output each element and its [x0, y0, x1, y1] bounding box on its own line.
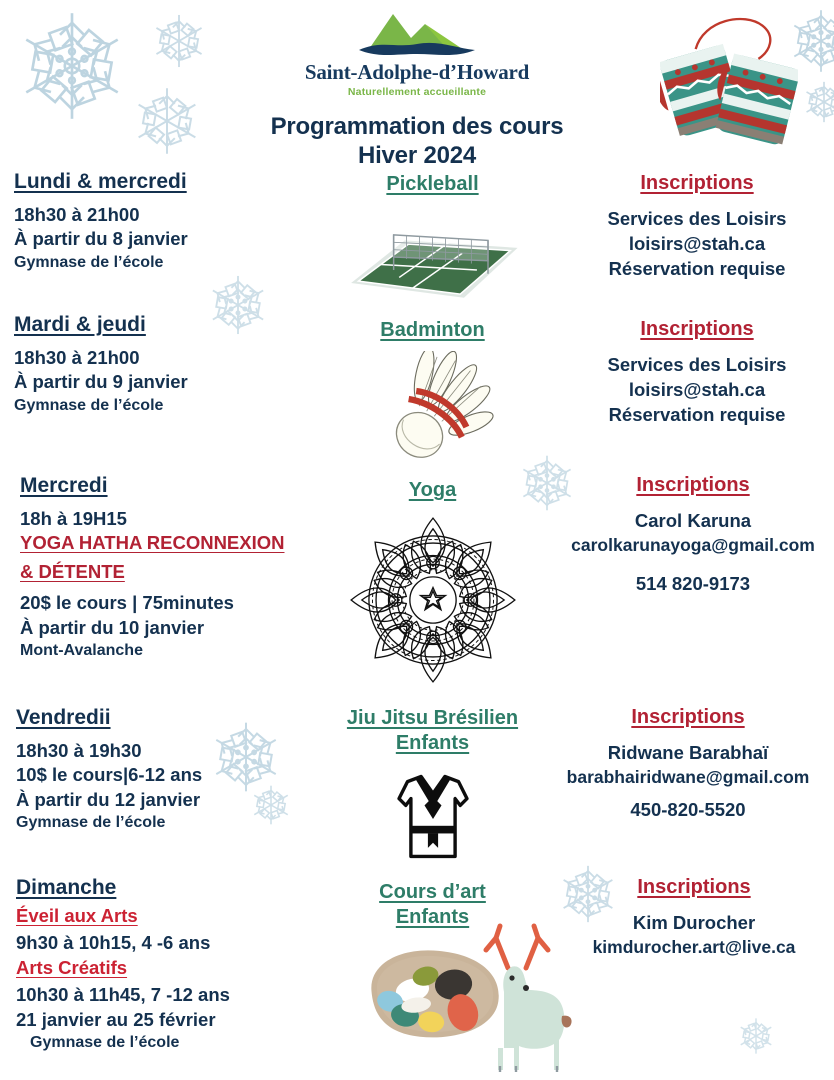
activity-subtitle: Enfants: [395, 732, 470, 754]
course-name-line2: Arts Créatifs: [16, 956, 128, 978]
venue-label: Gymnase de l’école: [14, 396, 164, 414]
registration-email[interactable]: carolkarunayoga@gmail.com: [571, 534, 815, 555]
registration-contact: Services des Loisirs: [607, 354, 787, 375]
course-name-line2: & DÉTENTE: [20, 560, 125, 582]
registration-contact: Ridwane Barabhaï: [607, 742, 769, 763]
registration-email[interactable]: loisirs@stah.ca: [628, 232, 766, 254]
registration-email[interactable]: loisirs@stah.ca: [628, 378, 766, 400]
venue-label: Mont-Avalanche: [20, 642, 143, 660]
activity-pickleball: [300, 172, 565, 309]
day-label: Vendredii: [16, 706, 111, 729]
activity-jiujitsu: [300, 706, 565, 870]
activity-title: Jiu Jitsu Brésilien: [346, 707, 519, 729]
venue-label: Gymnase de l’école: [16, 814, 166, 832]
registration-contact: Carol Karuna: [634, 510, 752, 531]
activity-badminton: [300, 318, 565, 469]
activity-yoga: [300, 478, 565, 689]
activity-subtitle: Enfants: [395, 906, 470, 928]
registration-heading: Inscriptions: [631, 706, 745, 728]
registration-yoga: [548, 474, 834, 597]
detail-line: 18h30 à 21h00: [14, 347, 140, 368]
registration-note: Réservation requise: [608, 403, 786, 425]
mandala-icon: [344, 511, 522, 689]
shuttlecock-icon: [353, 351, 513, 469]
venue-label: Gymnase de l’école: [14, 253, 164, 271]
detail-line: À partir du 12 janvier: [16, 788, 201, 810]
registration-phone[interactable]: 450-820-5520: [630, 798, 746, 820]
detail-line: 10$ le cours|6-12 ans: [16, 764, 203, 786]
day-label: Mercredi: [20, 474, 108, 497]
activity-art: [300, 880, 565, 1048]
day-label: Lundi & mercredi: [14, 170, 187, 193]
registration-art: [550, 876, 834, 960]
page-title-line2: Hiver 2024: [357, 142, 477, 170]
registration-note: Réservation requise: [608, 257, 786, 279]
registration-badminton: [560, 318, 834, 428]
day-label: Dimanche: [16, 876, 117, 899]
activity-title: Pickleball: [386, 173, 479, 195]
detail-line: 18h30 à 19h30: [16, 740, 142, 761]
detail-line: À partir du 10 janvier: [20, 616, 205, 638]
gi-uniform-icon: [382, 768, 484, 870]
registration-email[interactable]: barabhairidwane@gmail.com: [566, 766, 810, 787]
venue-label: Gymnase de l’école: [30, 1034, 180, 1052]
logo-tagline: Naturellement accueillante: [347, 86, 487, 98]
page-title-line1: Programmation des cours: [270, 113, 564, 140]
detail-line: 18h30 à 21h00: [14, 204, 140, 225]
course-name-line1: YOGA HATHA RECONNEXION: [20, 532, 285, 554]
day-label: Mardi & jeudi: [14, 313, 146, 336]
activity-title: Cours d’art: [379, 881, 486, 903]
detail-line: 21 janvier au 25 février: [16, 1008, 216, 1030]
detail-line: 9h30 à 10h15, 4 -6 ans: [16, 932, 211, 954]
activity-title: Badminton: [380, 319, 485, 341]
schedule-row-badminton: [14, 313, 188, 416]
detail-line: À partir du 9 janvier: [14, 371, 188, 393]
schedule-row-yoga: [20, 474, 285, 661]
detail-line: 18h à 19H15: [20, 508, 127, 529]
registration-email[interactable]: kimdurocher.art@live.ca: [592, 936, 796, 957]
schedule-row-jiujitsu: [16, 706, 202, 833]
registration-pickleball: [560, 172, 834, 282]
activity-title: Yoga: [408, 479, 457, 501]
registration-heading: Inscriptions: [636, 474, 750, 496]
detail-line: À partir du 8 janvier: [14, 228, 188, 250]
registration-heading: Inscriptions: [640, 318, 754, 340]
pickleball-court-icon: [340, 207, 525, 309]
registration-jiujitsu: [538, 706, 834, 823]
registration-heading: Inscriptions: [637, 876, 751, 898]
paint-palette-icon: [348, 936, 518, 1048]
course-name-line1: Éveil aux Arts: [16, 905, 138, 926]
detail-line: 20$ le cours | 75minutes: [20, 592, 234, 614]
registration-contact: Kim Durocher: [632, 912, 756, 933]
registration-heading: Inscriptions: [640, 172, 754, 194]
registration-contact: Services des Loisirs: [607, 208, 787, 229]
schedule-row-pickleball: [14, 170, 188, 273]
schedule-row-arts: [16, 876, 230, 1053]
registration-phone[interactable]: 514 820-9173: [635, 572, 751, 594]
logo-municipality-name: Saint-Adolphe-d’Howard: [304, 60, 530, 84]
detail-line: 10h30 à 11h45, 7 -12 ans: [16, 984, 230, 1006]
